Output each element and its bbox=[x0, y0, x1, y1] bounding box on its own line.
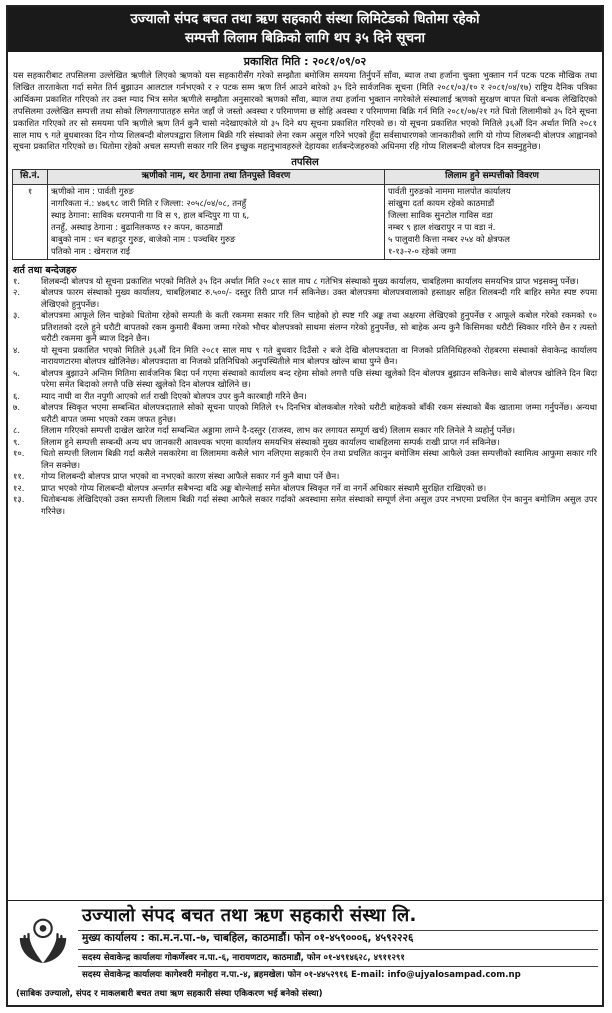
property-line: ५ पालुवारी कित्ता नम्बर २५४ को क्षेत्रफल bbox=[388, 233, 510, 244]
schedule-title: तपसिल bbox=[291, 157, 319, 169]
borrower-husband: पतिको नाम : खेमराज राई bbox=[51, 245, 130, 256]
borrower-permanent-address: स्थाइ ठेगाना: साविक धरमपानी गा वि स ९, हाल बन्दिपुर गा पा ६, bbox=[51, 210, 250, 221]
schedule-header-row bbox=[13, 170, 600, 185]
list-item bbox=[13, 471, 597, 483]
borrower-temporary-address: तनहुँ, अस्थाइ ठेगाना : बुढानिलकण्ठ १२ कपन, काठमाडौं bbox=[51, 221, 223, 232]
property-line: नम्बर ९ हाल शंखरापुर न पा वडा नं. bbox=[388, 221, 496, 232]
term-number: ७. bbox=[13, 402, 21, 413]
term-text: धितोबन्धक लेखिदिएको उक्त सम्पत्ती लिलाम बिक्री गर्दा संस्था आफैले सकार गर्दाको अवस्थामा समेत संस्थाको सम्पूर्ण लेना असुल उपर नभएमा प्रचलित ऐन कानुन बमोजिम असुल उपर गरिनेछ। bbox=[41, 494, 597, 516]
term-number: १०. bbox=[13, 448, 25, 459]
list-item bbox=[13, 391, 597, 403]
schedule-table bbox=[12, 169, 600, 259]
list-item bbox=[13, 425, 597, 437]
term-text: लिलाम हुने सम्पत्ती सम्बन्धी अन्य थप जानकारी आवश्यक भएमा कार्यालय समयभित्र संस्थाको मुख्य कार्यालय चाबहिलमा सम्पर्क राखी प्राप्त गर्न सकिनेछ। bbox=[41, 436, 500, 447]
property-details bbox=[385, 185, 600, 259]
borrower-name: ऋणीको नाम : पार्वती गुरुङ bbox=[51, 186, 134, 197]
branch-office-2: सदस्य सेवाकेन्द्र कार्यालयः कागेश्वरी मनोहरा न.पा.-४, ब्रहमखेल। फोन ०१-४४५२९१६ E-mail: info@ujyalosampad.com.np bbox=[82, 970, 521, 980]
term-text: गोप्य शिलबन्दी बोलपत्र प्राप्त भएको वा नभएको कारण संस्था आफैले सकार गर्न कुनै बाधा पर्ने छैन। bbox=[41, 471, 340, 482]
notice-title bbox=[8, 7, 602, 52]
table-row bbox=[13, 185, 600, 259]
list-item bbox=[13, 345, 597, 368]
term-number: ११. bbox=[13, 471, 25, 482]
property-line: पार्वती गुरुङको नाममा मालपोत कार्यालय bbox=[388, 186, 511, 197]
term-text: बोलपत्र फारम संस्थाको मुख्य कार्यालय, चाबहिलबाट रु.५००/- दस्तुर तिरी प्राप्त गर्न सकिनेछ। उक्त बोलपत्रमा बोलपत्रवालाको हस्ताक्षर सहित शिलबन्दी गरि बाहिर समेत स्पष्ट रुपमा लेखिएको हुनुपर्नेछ। bbox=[41, 287, 597, 309]
list-item bbox=[13, 437, 597, 449]
term-number: १२. bbox=[13, 482, 25, 493]
term-number: ६. bbox=[13, 390, 21, 401]
term-text: बोलपत्र स्विकृत भएमा सम्बन्धित बोलपत्रदाताले सोको सूचना पाएको मितिले १५ दिनभित्र बोलकबोल गरेको धरौटी बाहेकको बाँकी रकम संस्थाको बैंक खातामा जम्मा गर्नुपर्नेछ। अन्यथा धरौटी बापत जम्मा भएको रकम जफत हुनेछ। bbox=[41, 402, 597, 424]
term-number: ४. bbox=[13, 344, 21, 355]
notice-page bbox=[6, 5, 604, 1007]
term-number: ८. bbox=[13, 425, 21, 436]
term-text: धितो सम्पत्ती लिलाम बिक्री गर्दा कसैले नसकारेमा वा लिलाममा कसैले भाग नलिएमा सहकारी ऐन तथा प्रचलित कानुन बमोजिम संस्था आफैले उक्त सम्पत्तीको स्वामित्व आफुमा सकार गरि लिन सक्नेछ। bbox=[41, 448, 597, 470]
term-text: यो सूचना प्रकाशित भएको मितिले ३६औं दिन मिति २०८१ साल माघ ९ गते बुधवार दिउँसो २ बजे देखि बोलपत्रदाता वा निजको प्रतिनिधिहरुको रोहबरमा संस्थाको सेवाकेन्द्र कार्यालय नारायणटारमा बोलपत्र खोलिनेछ। बोलपत्रदाता वा निजको प्रतिनिधिको अनुपस्थितीले मात्र बोलपत्र खोल्न बाधा पुग्ने छैन। bbox=[41, 344, 597, 367]
property-line: १-१३-२-० रहेको जग्गा bbox=[388, 245, 457, 256]
terms-title: शर्त तथा बन्देजहरु bbox=[13, 264, 77, 276]
merger-note: (साबिक उज्यालो, संपद र माकलबारी बचत तथा ऋण सहकारी संस्था एकिकरण भई बनेको संस्था) bbox=[16, 989, 323, 999]
term-text: बोलपत्रमा आफूले लिन चाहेको धितोमा रहेको सम्पती के कती रकममा सकार गरि लिन चाहेको हो स्पष्ट गरि अङ्क तथा अक्षरमा लेखिएको हुनुपर्नेछ र आफूले कबोल गरेको रकमको १० प्रतिशतको दरले हुने धरौटी बापतको रकम कुमारी बैंकमा जम्मा गरेको भौचर बोलपत्रको साथमा संलग्न गरेको हुनुपर्नेछ, सो बाहेक अन्य कुनै किसिमका धरौटी स्विकार गरिने छैन र त्यस्तो धरौटी रकममा कुनै ब्याज दिइने छैन। bbox=[41, 310, 597, 344]
borrower-details bbox=[48, 185, 385, 259]
hands-logo-icon bbox=[14, 909, 72, 967]
footer bbox=[8, 900, 602, 1005]
terms-list bbox=[8, 276, 602, 518]
term-number: ३. bbox=[13, 310, 21, 321]
row-serial: १ bbox=[13, 185, 48, 259]
header-serial: सि.नं. bbox=[13, 170, 48, 185]
list-item bbox=[13, 276, 597, 288]
list-item bbox=[13, 402, 597, 425]
publication-date: प्रकाशित मिति : २०८१/०९/०२ bbox=[243, 55, 367, 68]
list-item bbox=[13, 494, 597, 517]
branch-office-1: सदस्य सेवाकेन्द्र कार्यालयः गोकर्णेश्वर न.पा.-६, नारायणटार, काठमाडौं, फोन ०१-४९१४६२८, ४९११२९१ bbox=[82, 953, 405, 963]
borrower-citizenship: नागरिकता नं.: ४७६९८ जारी मिति र जिल्ला: २०५८/०४/०८, तनहुँ bbox=[51, 198, 247, 209]
header-property: लिलाम हुने सम्पत्तीको विवरण bbox=[385, 170, 600, 185]
header-borrower: ऋणीको नाम, थर ठेगाना तथा तिनपुस्ते विवरण bbox=[48, 170, 385, 185]
property-line: सांखुमा दर्ता कायम रहेको काठमाडौं bbox=[388, 198, 495, 209]
property-line: जिल्ला साविक सुनटोल गाविस वडा bbox=[388, 210, 493, 221]
term-text: प्राप्त भएको गोप्य शिलबन्दी बोलपत्र अन्तर्गत सबैभन्दा बढि अङ्क बोल्नेलाई समेत बोलपत्र स्विकृत गर्ने वा नगर्ने अधिकार संस्थामै सुरक्षित राखिएको छ। bbox=[41, 482, 487, 493]
list-item bbox=[13, 368, 597, 391]
list-item bbox=[13, 448, 597, 471]
intro-paragraph: यस सहकारीबाट तपसिलमा उल्लेखित ऋणीले लिएको ऋणको यस सहकारीसँग गरेको सम्झौता बमोजिम समयमा तिर्नुपर्ने साँवा, ब्याज तथा हर्जाना चुक्ता भुक्तान गर्न पटक पटक मौखिक तथा लिखित तारताकेता गर्दा समेत तिर्न बुझाउन आलटाल गर्नभएको र २ पटक सम्म ऋण तिर्न आउने बारेको ३५ दिने सार्वजनिक सूचना (मिति २०८१/०३/१० र २०८१/०४/१७) राष्ट्रिय दैनिक पत्रिका आर्थिकमा प्रकाशित गरिएको तर उक्त म्याद भित्र समेत ऋणीले सम्झौता अनुसारको ऋणको साँवा, ब्याज तथा हर्जाना भुक्तान नगरेकोले संस्थालाई ऋणको सुरक्षण बापत धितो बन्धक लेखिदिएको तपसिलमा उल्लेखित सम्पत्ती तथा सोको लिगलगापातहरु समेत जहाँ जे जस्तो अवस्था र परिमाणमा छ सोहि अवस्था र परिमाणमा बिक्रि गर्न मिति २०८१/०७/२१ गते धितो लिलामीको ३५ दिने सूचना प्रकाशित गरिएको तर सो समयमा पनि ऋणीले ऋण तिर्न कुनै चासो नदेखाएकोले यो ३५ दिने थप सूचना प्रकाशित गरिएको छ। यो सूचना प्रकाशित भएको मितिले ३६औं दिन अर्थात मिति २०८१ साल माघ ९ गते बुधबारका दिन गोप्य शिलबन्दी बोलपत्रद्वारा लिलाम बिक्री गरि संस्थाको लेना रकम असुल गरिने भएको हुँदा सर्वसाधारणको जानकारीको लागि यो गोप्य शिलबन्दी बोलपत्र आह्वानको सूचना प्रकाशित गरिएको छ। धितोमा रहेको अचल सम्पत्ती सकार गरि लिन इच्छुक महानुभावहरुले देहायका शर्तबन्देजहरुको अधिनमा रहि गोप्य शिलबन्दी बोलपत्र दिन सक्नुहुनेछ। bbox=[13, 70, 597, 152]
term-number: ५. bbox=[13, 367, 21, 378]
term-text: बोलपत्र बुझाउने अन्तिम मितिमा सार्वजनिक बिदा पर्न गएमा संस्थाको कार्यालय बन्द रहेमा सोको लगत्तै पछि संस्था खुलेको दिन बोलपत्र बुझाउन सकिनेछ। साथै बोलपत्र खोलिने दिन बिदा परेमा समेत बिदाको लगत्तै पछि संस्था खुलेको दिन बोलपत्र खोलिने छ। bbox=[41, 367, 597, 390]
list-item bbox=[13, 483, 597, 495]
term-text: लिलाम गरिएको सम्पत्ती दाखेल खारेज गर्दा सम्बन्धित अड्डामा लाग्ने दै-दस्तुर (राजस्व, लाभ कर लगायत सम्पूर्ण खर्च) लिलाम सकार गरि लिनेले नै व्यहोर्नु पर्नेछ। bbox=[41, 425, 516, 436]
head-office-address: मुख्य कार्यालय : का.म.न.पा.-७, चाबहिल, काठमाडौं। फोन ०१-४५९०००६, ४५९२२२६ bbox=[82, 932, 414, 944]
term-text: म्याद नाघी वा रीत नपुगी आएको शर्त राखी दिएको बोलपत्र उपर कुनै कारबाही गरिने छैन। bbox=[41, 390, 307, 401]
term-number: २. bbox=[13, 287, 21, 298]
term-number: ९. bbox=[13, 436, 21, 447]
term-number: १३. bbox=[13, 494, 25, 505]
list-item bbox=[13, 287, 597, 310]
list-item bbox=[13, 310, 597, 345]
title-line-1: उज्यालो संपद बचत तथा ऋण सहकारी संस्था लिमिटेडको धितोमा रहेको bbox=[130, 11, 480, 27]
term-text: शिलबन्दी बोलपत्र यो सूचना प्रकाशित भएको मितिले ३५ दिन अर्थात मिति २०८१ साल माघ ८ गतेभित्र संस्थाको मुख्य कार्यालय, चाबहिलमा कार्यालय समयभित्र प्राप्त भइसक्नु पर्नेछ। bbox=[41, 275, 579, 286]
title-line-2: सम्पत्ती लिलाम बिक्रिको लागि थप ३५ दिने सूचना bbox=[184, 30, 426, 46]
term-number: १. bbox=[13, 275, 21, 286]
borrower-father-grandfather: बाबुको नाम : धन बहादुर गुरुङ, बाजेको नाम : पञ्चबिर गुरुङ bbox=[51, 233, 236, 244]
cooperative-name: उज्यालो संपद बचत तथा ऋण सहकारी संस्था लि. bbox=[82, 905, 417, 926]
